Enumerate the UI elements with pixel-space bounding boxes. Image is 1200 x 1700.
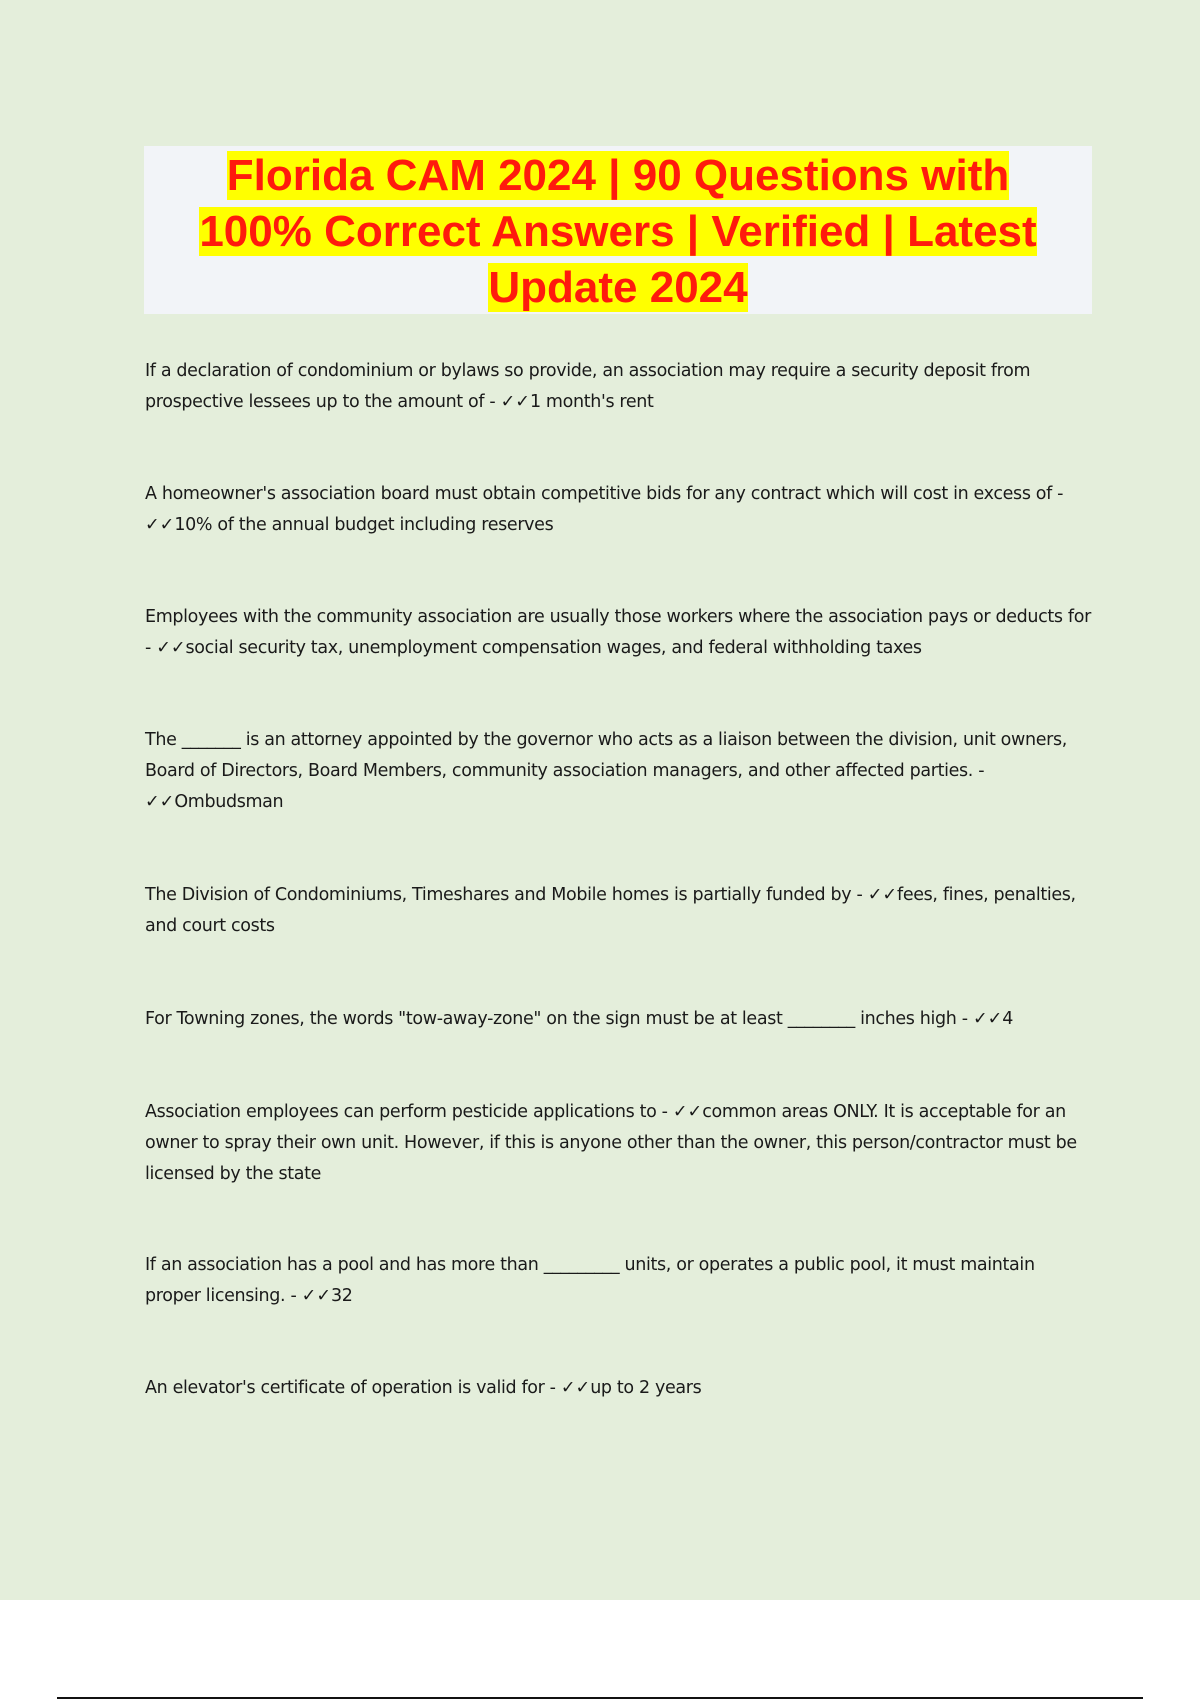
question-text: If a declaration of condominium or bylaws so provide, an association may require a security deposit from prospective lessees up to the amount of - <box>145 361 1031 412</box>
check-icon: ✓✓ <box>972 1009 1003 1029</box>
qa-item <box>145 1373 1095 1404</box>
check-icon: ✓✓ <box>560 1378 591 1398</box>
question-text: The _______ is an attorney appointed by the governor who acts as a liaison between the division, unit owners, Board of Directors, Board Members, community association managers, and other affected parties. - <box>145 730 1067 781</box>
question-text: For Towning zones, the words "tow-away-zone" on the sign must be at least ________ inches high - <box>145 1009 973 1029</box>
answer-text: common areas ONLY. It is acceptable for an owner to spray their own unit. However, if this is anyone other than the owner, this person/contractor must be licensed by the state <box>145 1102 1077 1184</box>
answer-text: 10% of the annual budget including reserves <box>174 515 554 535</box>
qa-item <box>145 1097 1095 1190</box>
check-icon: ✓✓ <box>672 1102 703 1122</box>
answer-text: 32 <box>330 1286 353 1306</box>
check-icon: ✓✓ <box>145 515 175 535</box>
question-text: A homeowner's association board must obtain competitive bids for any contract which will cost in excess of - <box>145 484 1064 504</box>
check-icon: ✓✓ <box>301 1286 331 1306</box>
answer-text: up to 2 years <box>590 1378 702 1398</box>
qa-item <box>145 1250 1095 1312</box>
page-bottom-rule <box>57 1697 1143 1699</box>
title-line-1: Florida CAM 2024 | 90 Questions with <box>226 151 1010 200</box>
answer-text: Ombudsman <box>174 792 284 812</box>
qa-item <box>145 880 1095 942</box>
answer-text: 1 month's rent <box>529 392 654 412</box>
title-line-3: Update 2024 <box>488 263 748 312</box>
qa-item <box>145 602 1095 664</box>
document-title <box>144 146 1092 316</box>
check-icon: ✓✓ <box>156 638 186 658</box>
qa-item <box>145 356 1095 418</box>
title-banner <box>144 146 1092 314</box>
answer-text: social security tax, unemployment compensation wages, and federal withholding taxes <box>185 638 922 658</box>
qa-item <box>145 1004 1095 1035</box>
question-text: If an association has a pool and has more than _________ units, or operates a public pool, it must maintain proper licensing. - <box>145 1255 1035 1306</box>
qa-item <box>145 479 1095 541</box>
question-text: Employees with the community association are usually those workers where the association pays or deducts for - <box>145 607 1091 658</box>
question-text: Association employees can perform pesticide applications to - <box>145 1102 673 1122</box>
check-icon: ✓✓ <box>500 392 530 412</box>
qa-item <box>145 725 1095 818</box>
question-text: An elevator's certificate of operation is valid for - <box>145 1378 561 1398</box>
question-text: The Division of Condominiums, Timeshares and Mobile homes is partially funded by - <box>145 885 868 905</box>
check-icon: ✓✓ <box>145 792 175 812</box>
answer-text: fees, fines, penalties, and court costs <box>145 885 1076 936</box>
answer-text: 4 <box>1002 1009 1014 1029</box>
title-line-2: 100% Correct Answers | Verified | Latest <box>199 207 1037 256</box>
check-icon: ✓✓ <box>867 885 898 905</box>
